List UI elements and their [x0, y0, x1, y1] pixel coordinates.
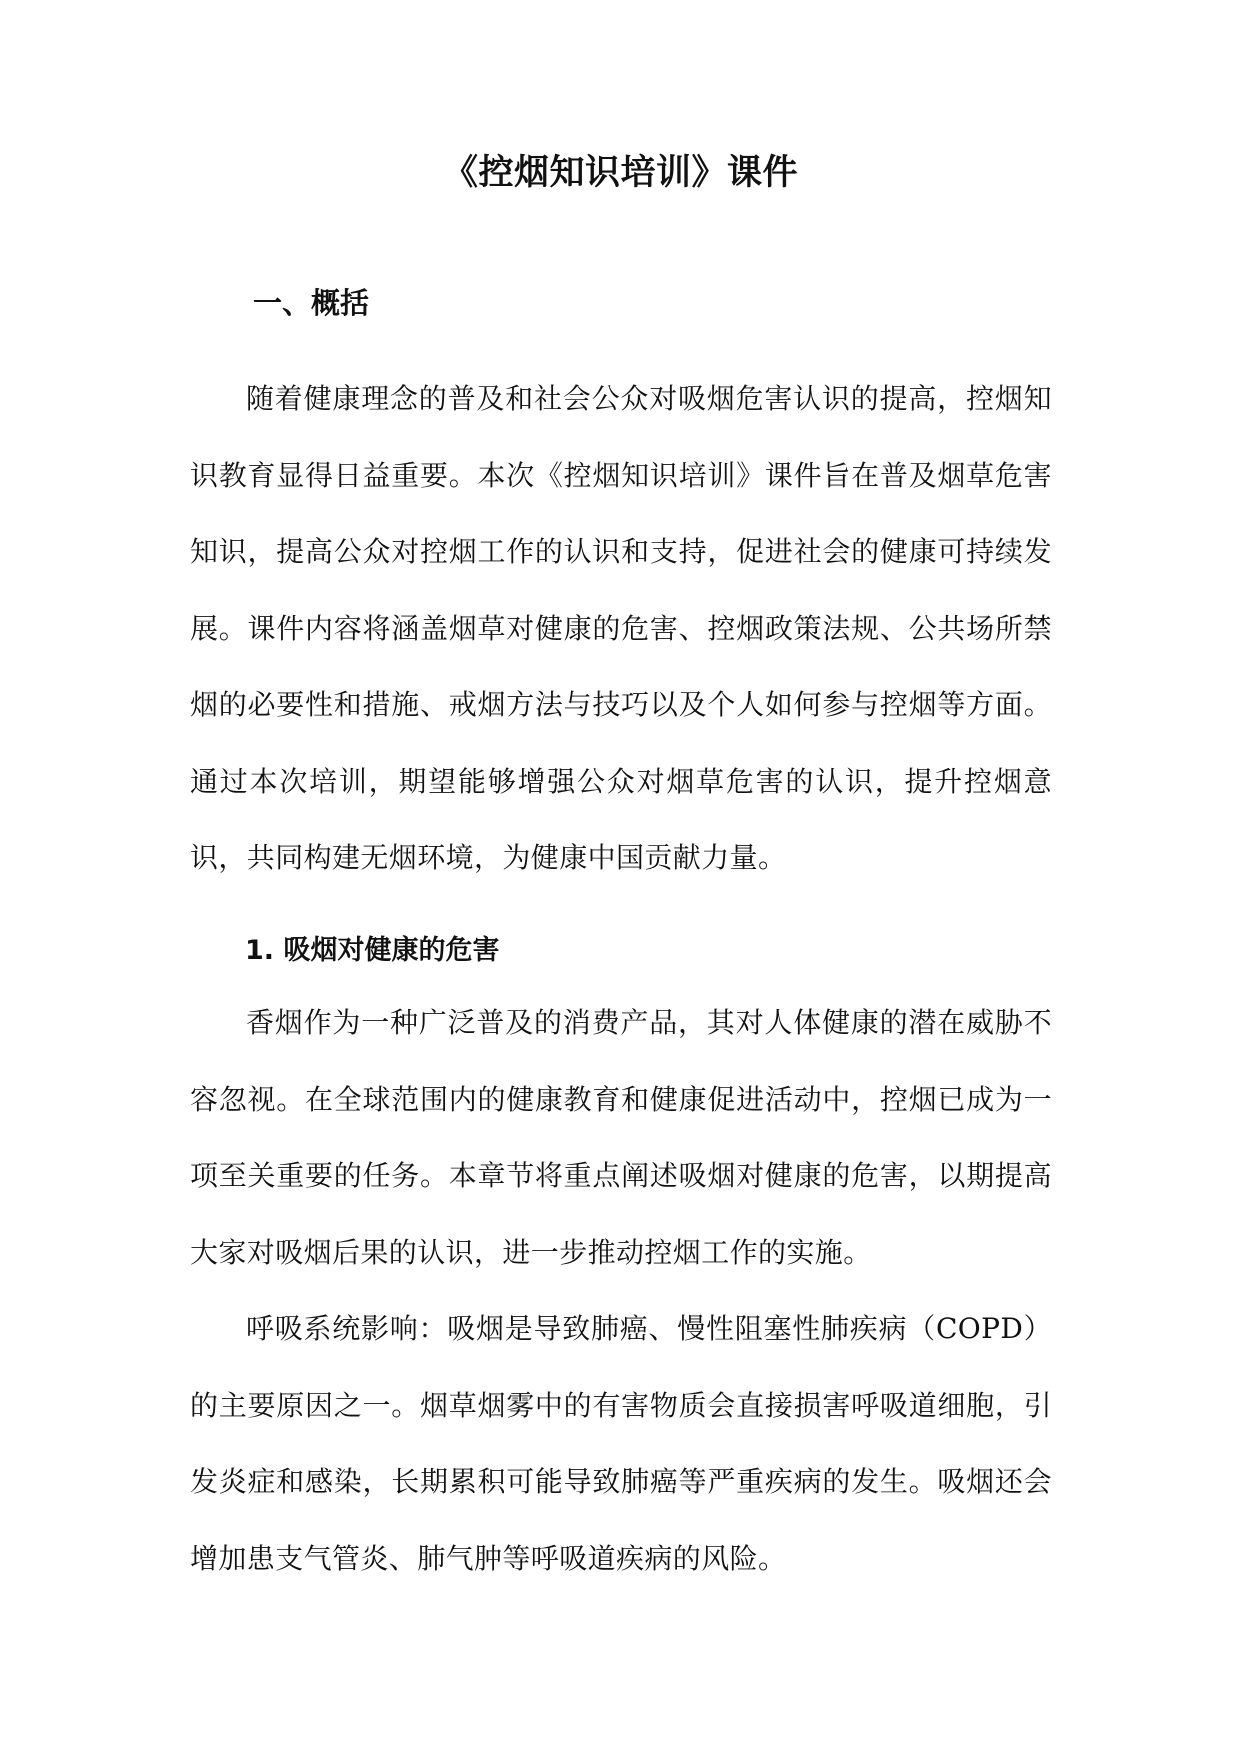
respiratory-effects-paragraph: 呼吸系统影响：吸烟是导致肺癌、慢性阻塞性肺疾病（COPD）的主要原因之一。烟草烟雾中的有害物质会直接损害呼吸道细胞，引发炎症和感染，长期累积可能导致肺癌等严重疾病的发生。吸烟还会增加患支气管炎、肺气肿等呼吸道疾病的风险。 [190, 1312, 1052, 1575]
section-heading-overview: 一、概括 [253, 286, 370, 320]
section-heading-smoking-harm: 1. 吸烟对健康的危害 [245, 935, 500, 966]
document-title: 《控烟知识培训》课件 [442, 153, 798, 193]
smoking-harm-intro-paragraph: 香烟作为一种广泛普及的消费产品，其对人体健康的潜在威胁不容忽视。在全球范围内的健康教育和健康促进活动中，控烟已成为一项至关重要的任务。本章节将重点阐述吸烟对健康的危害，以期提高大家对吸烟后果的认识，进一步推动控烟工作的实施。 [190, 1006, 1052, 1269]
overview-paragraph: 随着健康理念的普及和社会公众对吸烟危害认识的提高，控烟知识教育显得日益重要。本次《控烟知识培训》课件旨在普及烟草危害知识，提高公众对控烟工作的认识和支持，促进社会的健康可持续发展。课件内容将涵盖烟草对健康的危害、控烟政策法规、公共场所禁烟的必要性和措施、戒烟方法与技巧以及个人如何参与控烟等方面。通过本次培训，期望能够增强公众对烟草危害的认识，提升控烟意识，共同构建无烟环境，为健康中国贡献力量。 [190, 382, 1052, 874]
